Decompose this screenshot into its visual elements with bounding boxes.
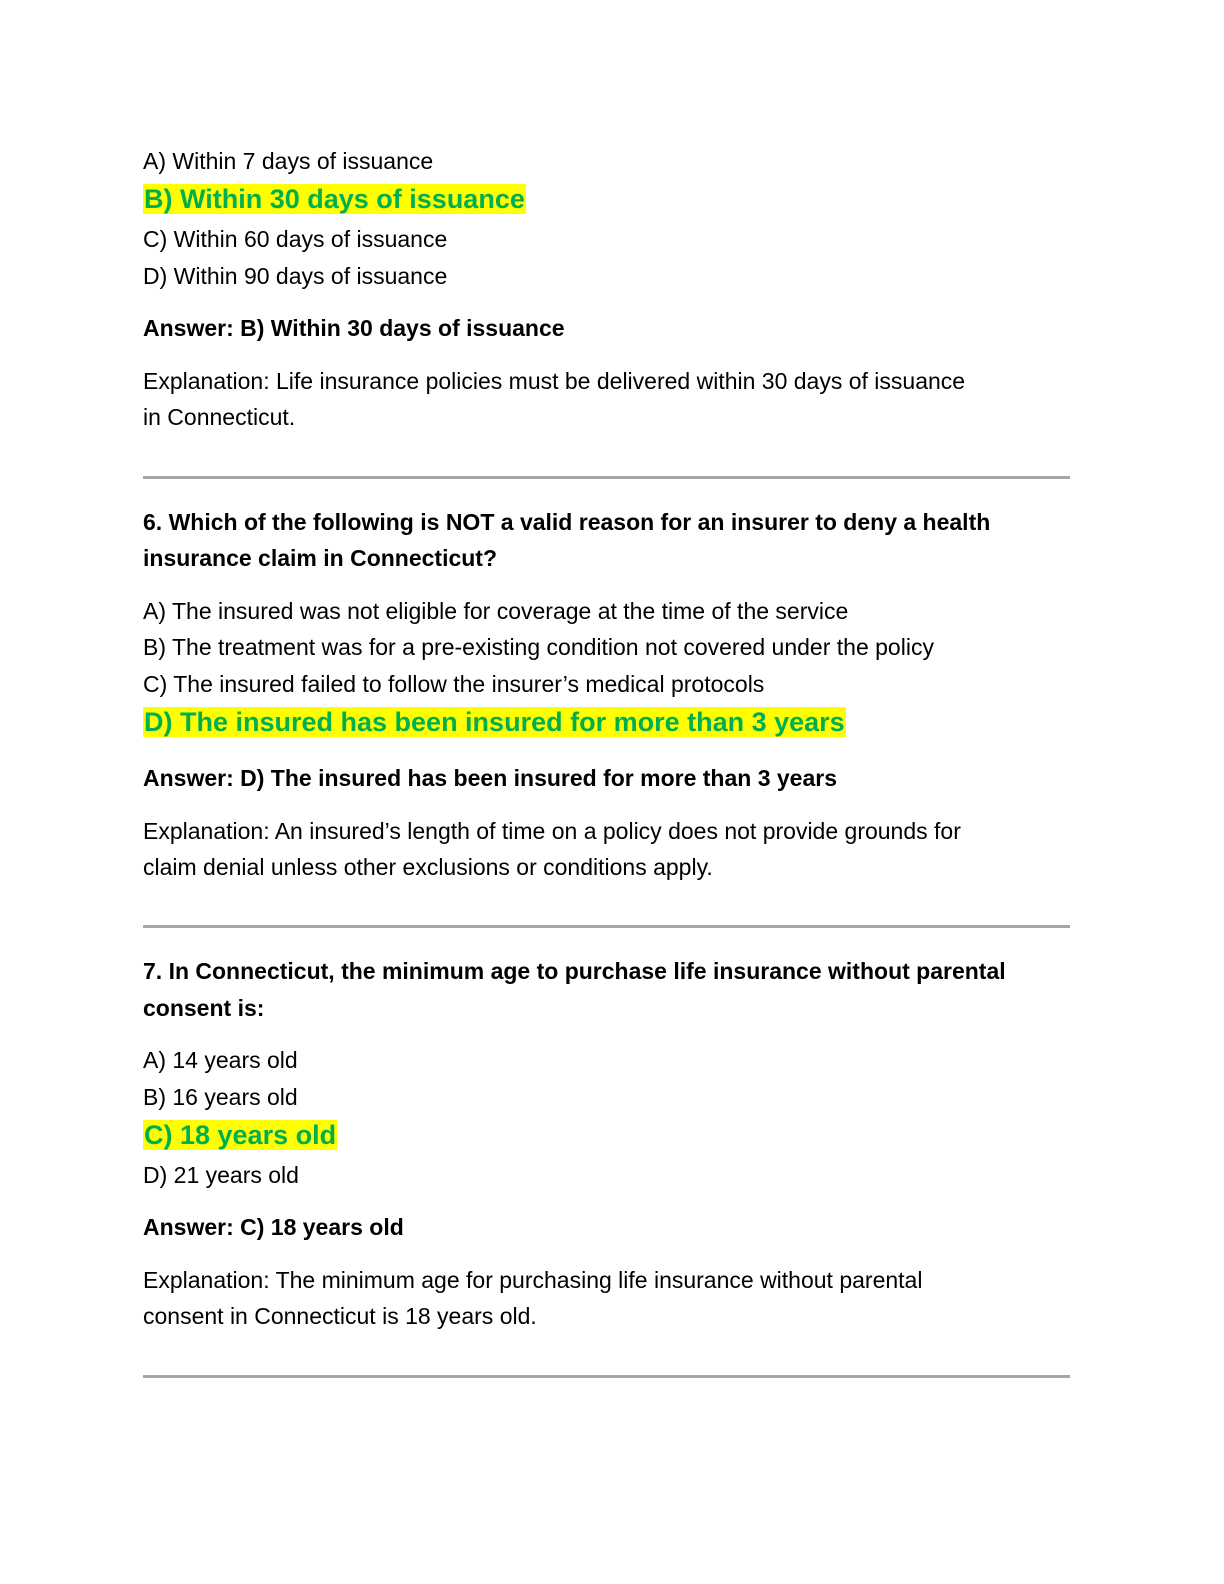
q5-option-a: A) Within 7 days of issuance (143, 148, 434, 174)
q5-explanation-line-1: Explanation: Life insurance policies must be delivered within 30 days of issuance (143, 368, 966, 394)
q5-answer: Answer: B) Within 30 days of issuance (143, 315, 565, 341)
q7-option-a: A) 14 years old (143, 1047, 298, 1073)
section-divider-3 (143, 1375, 1070, 1378)
q5-option-d: D) Within 90 days of issuance (143, 263, 448, 289)
q6-explanation-line-2: claim denial unless other exclusions or conditions apply. (143, 854, 713, 880)
q7-option-c-highlight: C) 18 years old (144, 1120, 337, 1150)
q6-question-line-2: insurance claim in Connecticut? (143, 545, 498, 571)
q6-option-d-correct (143, 704, 846, 740)
q6-option-b: B) The treatment was for a pre-existing condition not covered under the policy (143, 634, 934, 660)
q5-explanation-line-2: in Connecticut. (143, 404, 296, 430)
section-divider-2 (143, 925, 1070, 928)
q7-question-line-1: 7. In Connecticut, the minimum age to purchase life insurance without parental (143, 958, 1006, 984)
q7-answer: Answer: C) 18 years old (143, 1214, 404, 1240)
q5-option-b-correct (143, 181, 526, 217)
q7-question-line-2: consent is: (143, 995, 265, 1021)
q7-explanation-line-2: consent in Connecticut is 18 years old. (143, 1303, 537, 1329)
q7-explanation-line-1: Explanation: The minimum age for purchasing life insurance without parental (143, 1267, 923, 1293)
q6-option-a: A) The insured was not eligible for coverage at the time of the service (143, 598, 849, 624)
q6-answer: Answer: D) The insured has been insured for more than 3 years (143, 765, 838, 791)
q7-option-d: D) 21 years old (143, 1162, 299, 1188)
q7-option-c-correct (143, 1117, 337, 1153)
q5-option-c: C) Within 60 days of issuance (143, 226, 448, 252)
q6-question-line-1: 6. Which of the following is NOT a valid reason for an insurer to deny a health (143, 509, 991, 535)
section-divider-1 (143, 476, 1070, 479)
q6-explanation-line-1: Explanation: An insured’s length of time on a policy does not provide grounds for (143, 818, 961, 844)
q6-option-d-highlight: D) The insured has been insured for more than 3 years (144, 707, 845, 737)
q5-option-b-highlight: B) Within 30 days of issuance (144, 184, 525, 214)
q7-option-b: B) 16 years old (143, 1084, 298, 1110)
q6-option-c: C) The insured failed to follow the insurer’s medical protocols (143, 671, 765, 697)
